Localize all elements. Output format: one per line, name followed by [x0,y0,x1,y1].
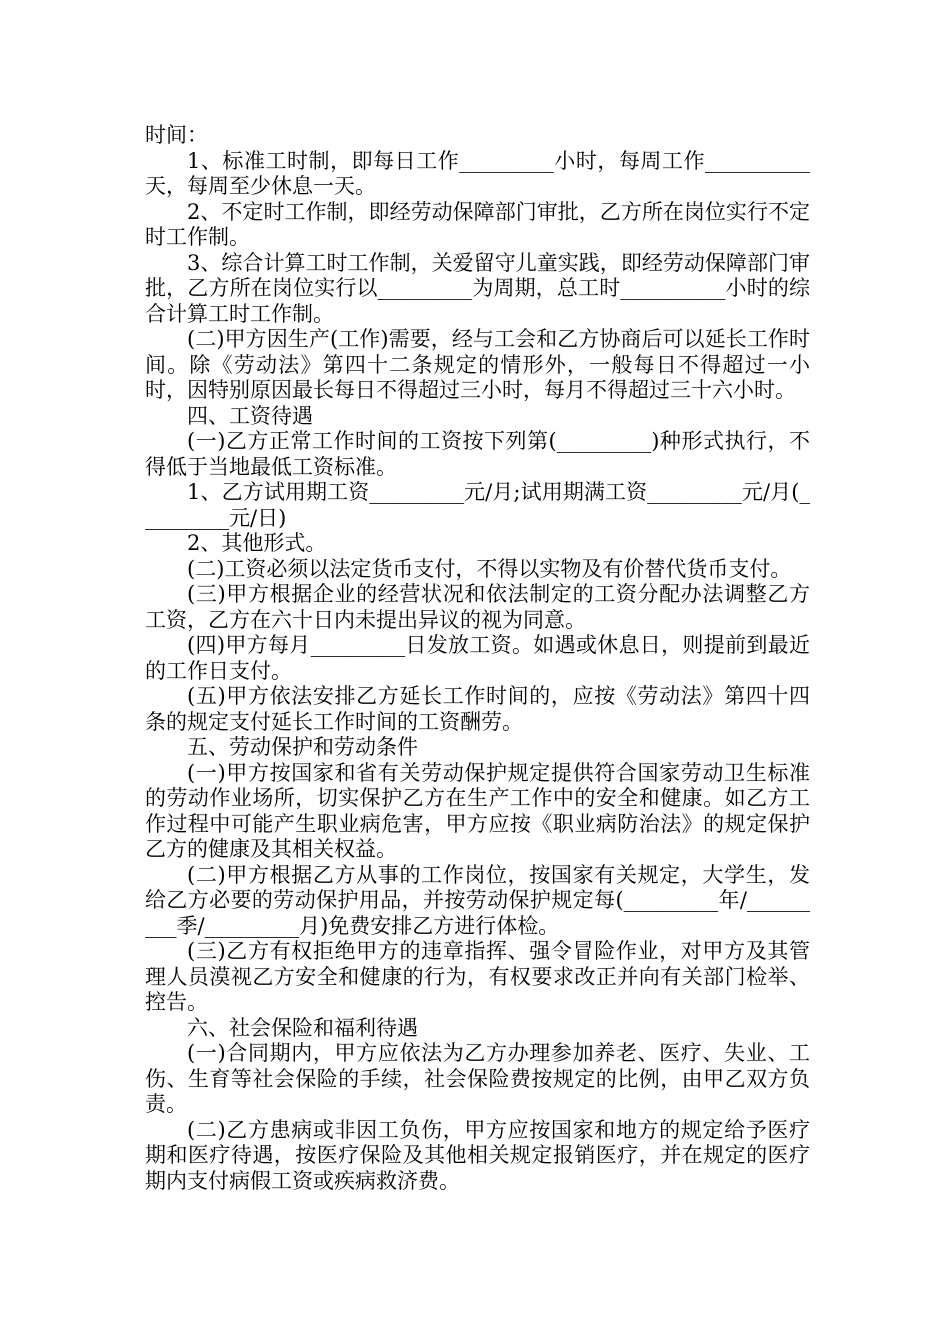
section-heading: 四、工资待遇 [187,403,313,428]
paragraph: (一)乙方正常工作时间的工资按下列第(_________)种形式执行，不得低于当地最低工资标准。 [145,429,810,479]
paragraph: 2、其他形式。 [187,531,327,555]
section-heading: 五、劳动保护和劳动条件 [187,735,418,759]
paragraph: (二)甲方根据乙方从事的工作岗位，按国家有关规定，大学生，发给乙方必要的劳动保护用品，并按劳动保护规定每(_________年/_________季/_________月)免费安排乙方进行体检。 [145,862,810,938]
paragraph: (五)甲方依法安排乙方延长工作时间的，应按《劳动法》第四十四条的规定支付延长工作时间的工资酬劳。 [145,684,810,734]
paragraph: (三)甲方根据企业的经营状况和依法制定的工资分配办法调整乙方工资，乙方在六十日内未提出异议的视为同意。 [145,582,810,632]
paragraph: (二)工资必须以法定货币支付，不得以实物及有价替代货币支付。 [187,556,792,581]
paragraph: 1、标准工时制，即每日工作_________小时，每周工作__________天，每周至少休息一天。 [145,148,810,198]
paragraph: 时间： [145,123,208,147]
paragraph: (二)甲方因生产(工作)需要，经与工会和乙方协商后可以延长工作时间。除《劳动法》第四十二条规定的情形外，一般每日不得超过一小时，因特别原因最长每日不得超过三小时，每月不得超过三十六小时。 [145,327,810,402]
section-heading: 六、社会保险和福利待遇 [187,1015,418,1040]
paragraph: 2、不定时工作制，即经劳动保障部门审批，乙方所在岗位实行不定时工作制。 [145,199,810,249]
paragraph: 3、综合计算工时工作制，关爱留守儿童实践，即经劳动保障部门审批，乙方所在岗位实行以_________为周期，总工时__________小时的综合计算工时工作制。 [145,250,810,326]
paragraph: (三)乙方有权拒绝甲方的违章指挥、强令冒险作业，对甲方及其管理人员漠视乙方安全和健康的行为，有权要求改正并向有关部门检举、控告。 [145,939,810,1014]
paragraph: (四)甲方每月_________日发放工资。如遇或休息日，则提前到最近的工作日支付。 [145,633,810,683]
paragraph: 1、乙方试用期工资_________元/月;试用期满工资_________元/月(_________元/日) [145,480,810,530]
document-body [145,123,810,1194]
paragraph: (一)合同期内，甲方应依法为乙方办理参加养老、医疗、失业、工伤、生育等社会保险的手续，社会保险费按规定的比例，由甲乙双方负责。 [145,1041,810,1116]
paragraph: (一)甲方按国家和省有关劳动保护规定提供符合国家劳动卫生标准的劳动作业场所，切实保护乙方在生产工作中的安全和健康。如乙方工作过程中可能产生职业病危害，甲方应按《职业病防治法》的规定保护乙方的健康及其相关权益。 [145,760,810,861]
paragraph: (二)乙方患病或非因工负伤，甲方应按国家和地方的规定给予医疗期和医疗待遇，按医疗保险及其他相关规定报销医疗，并在规定的医疗期内支付病假工资或疾病救济费。 [145,1117,810,1193]
